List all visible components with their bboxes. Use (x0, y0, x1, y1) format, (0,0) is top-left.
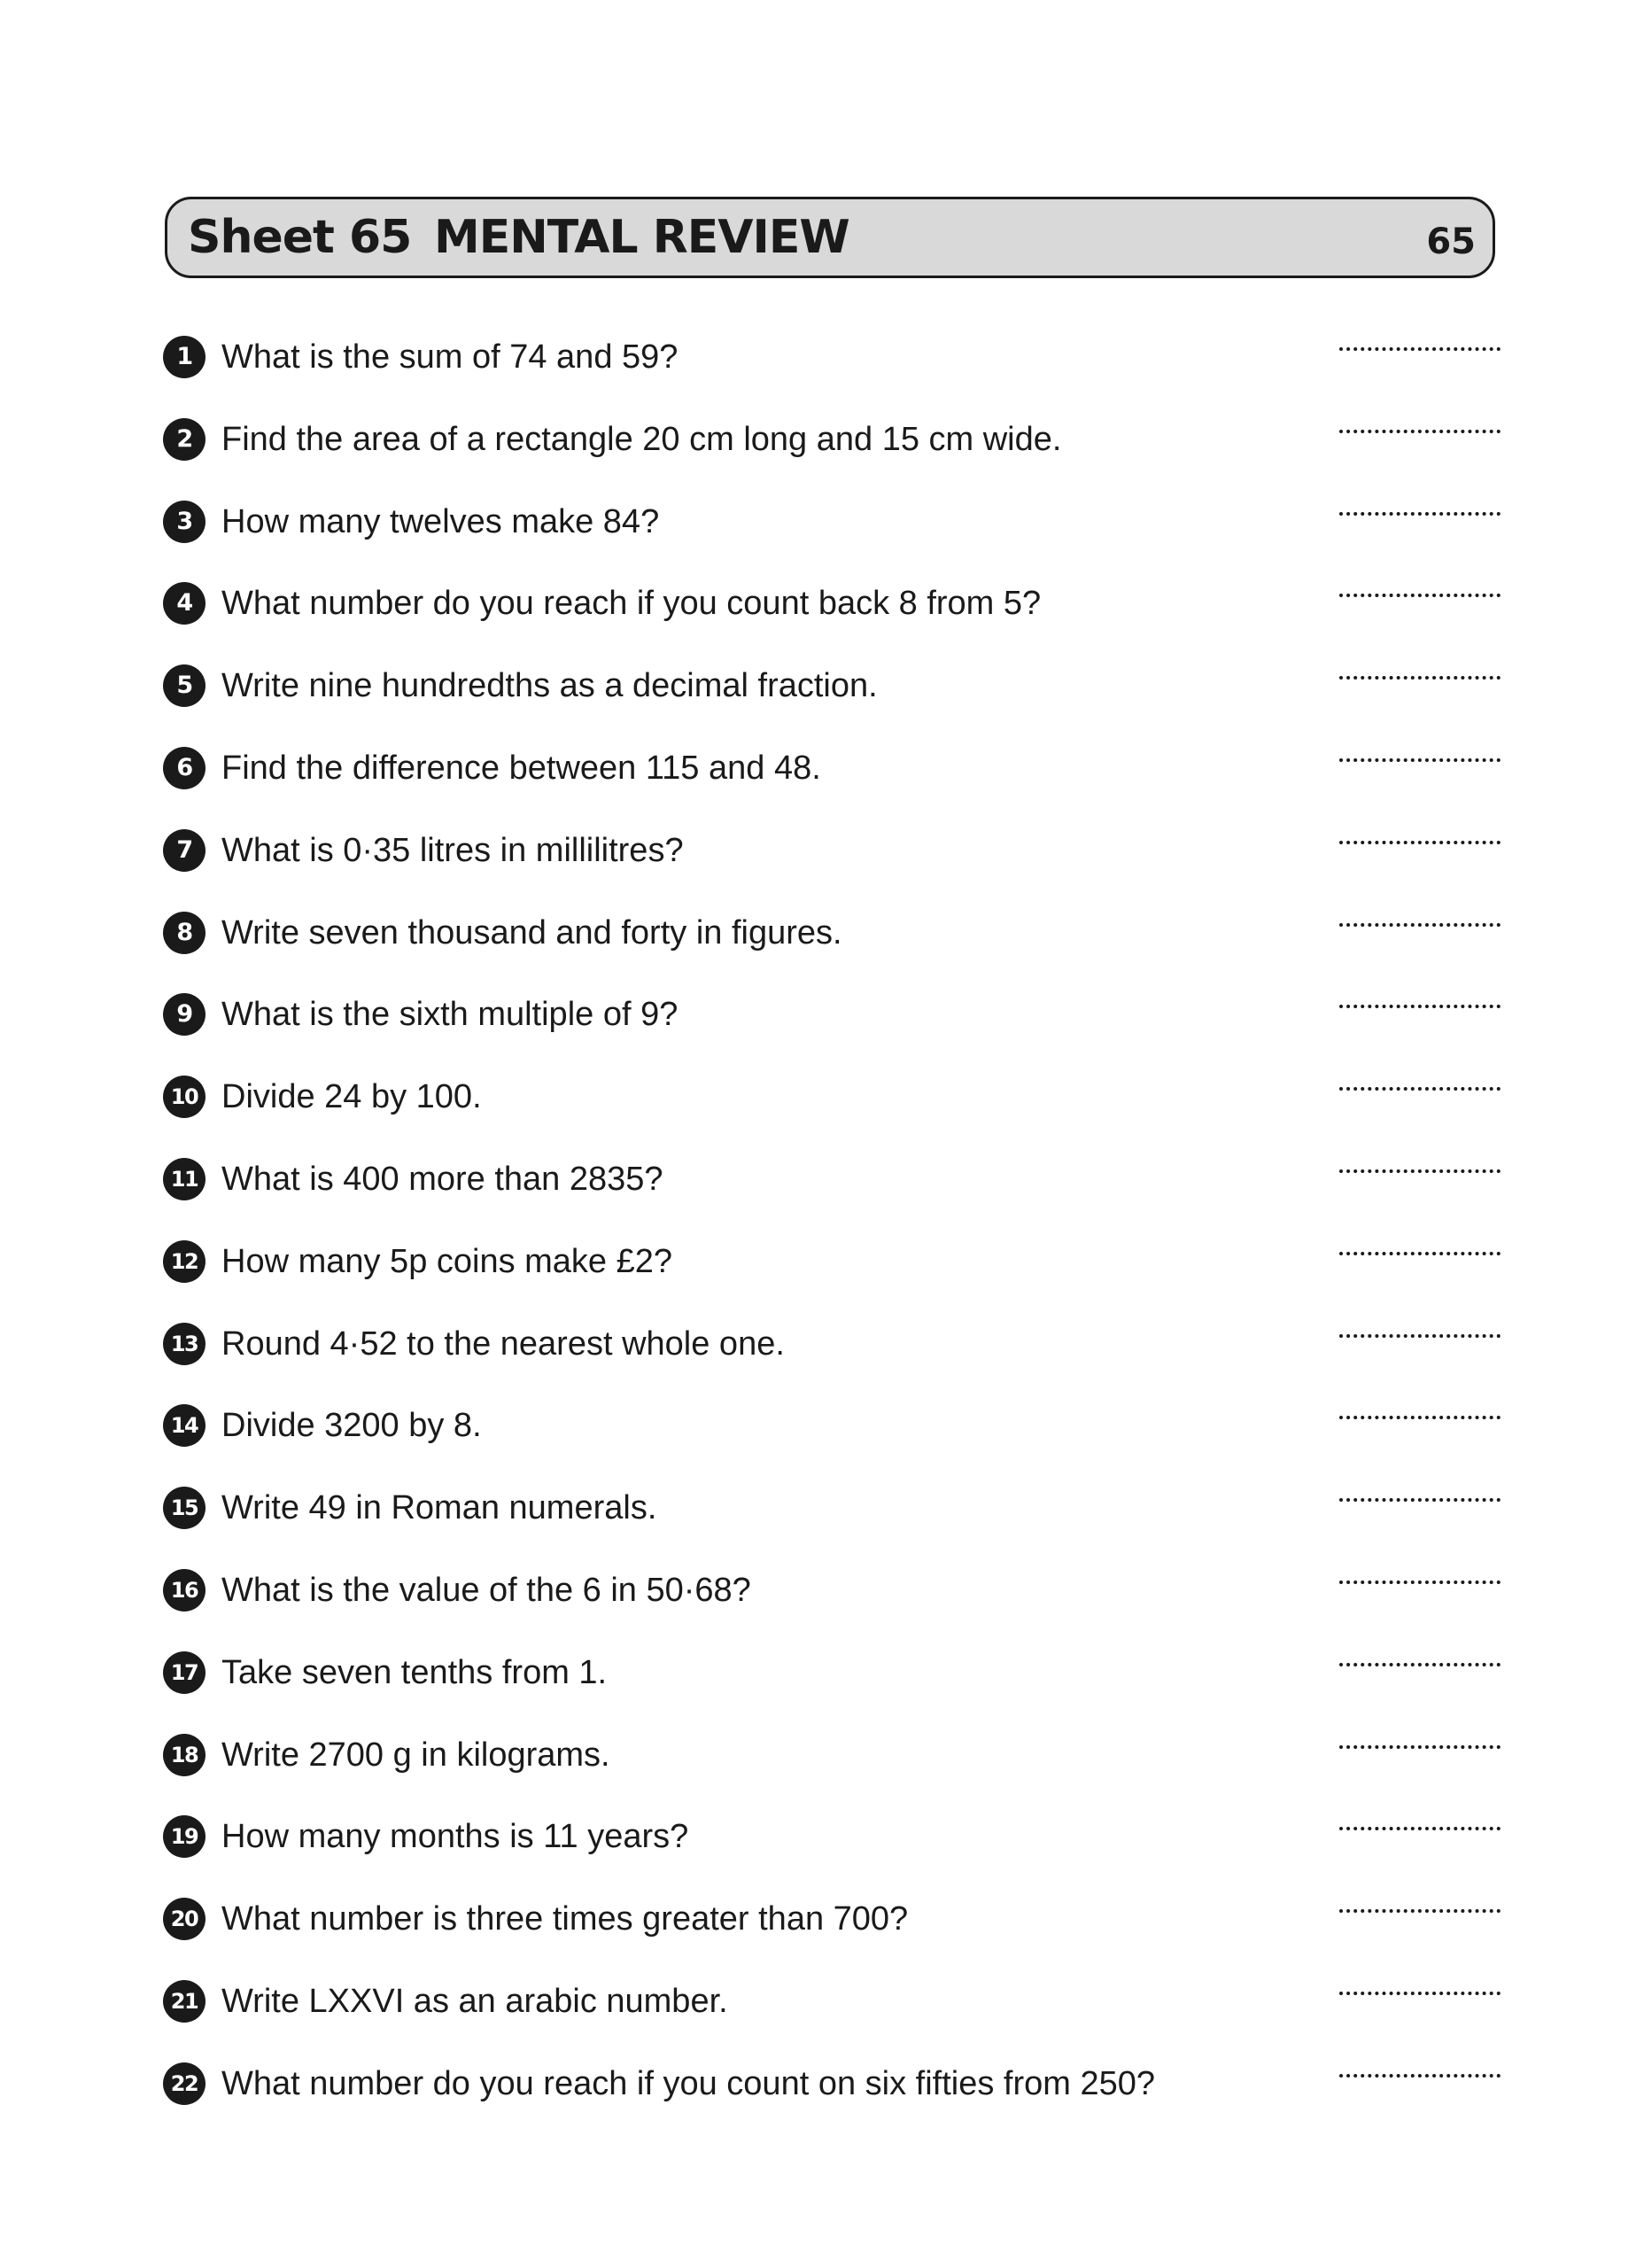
question-number-badge: 2 (163, 418, 206, 461)
question-number-badge: 12 (163, 1240, 206, 1283)
page-number: 65 (1426, 221, 1476, 262)
question-number-badge: 10 (163, 1076, 206, 1118)
answer-line[interactable] (1339, 512, 1501, 517)
answer-line[interactable] (1339, 430, 1501, 435)
question-list (163, 331, 1501, 2140)
question-row (163, 1482, 1501, 1565)
question-row (163, 1729, 1501, 1812)
question-number-badge: 3 (163, 501, 206, 543)
question-row (163, 414, 1501, 496)
question-row (163, 742, 1501, 825)
question-text: Write LXXVI as an arabic number. (221, 1982, 728, 2020)
question-number-badge: 18 (163, 1734, 206, 1776)
question-number-badge: 16 (163, 1569, 206, 1612)
question-text: How many months is 11 years? (221, 1818, 689, 1856)
question-text: What number is three times greater than 700? (221, 1900, 909, 1938)
question-text: What is the value of the 6 in 50·68? (221, 1571, 751, 1609)
question-number-badge: 8 (163, 912, 206, 954)
question-text: Divide 24 by 100. (221, 1078, 482, 1116)
question-text: How many twelves make 84? (221, 502, 660, 540)
question-number-badge: 1 (163, 336, 206, 378)
question-row (163, 1811, 1501, 1893)
question-row (163, 331, 1501, 414)
question-number-badge: 15 (163, 1487, 206, 1529)
answer-line[interactable] (1339, 347, 1501, 353)
answer-line[interactable] (1339, 1087, 1501, 1092)
question-text: Find the area of a rectangle 20 cm long and 15 cm wide. (221, 420, 1062, 458)
question-text: What is the sixth multiple of 9? (221, 996, 679, 1034)
question-row (163, 1236, 1501, 1318)
answer-line[interactable] (1339, 1827, 1501, 1832)
question-text: What number do you reach if you count on six fifties from 250? (221, 2064, 1155, 2102)
question-number-badge: 14 (163, 1404, 206, 1447)
answer-line[interactable] (1339, 841, 1501, 846)
answer-line[interactable] (1339, 594, 1501, 599)
answer-line[interactable] (1339, 758, 1501, 764)
question-row (163, 496, 1501, 579)
question-number-badge: 21 (163, 1980, 206, 2023)
answer-line[interactable] (1339, 1992, 1501, 1997)
question-row (163, 1153, 1501, 1236)
question-text: What is 400 more than 2835? (221, 1160, 663, 1198)
answer-line[interactable] (1339, 1745, 1501, 1751)
question-row (163, 1318, 1501, 1401)
answer-line[interactable] (1339, 1252, 1501, 1257)
question-row (163, 1893, 1501, 1976)
question-row (163, 578, 1501, 660)
answer-line[interactable] (1339, 1663, 1501, 1668)
question-text: Divide 3200 by 8. (221, 1407, 482, 1445)
question-row (163, 1647, 1501, 1729)
question-row (163, 660, 1501, 742)
answer-line[interactable] (1339, 1334, 1501, 1340)
question-text: Write nine hundredths as a decimal fraction. (221, 667, 878, 705)
answer-line[interactable] (1339, 1581, 1501, 1586)
question-row (163, 1976, 1501, 2058)
answer-line[interactable] (1339, 2074, 1501, 2079)
question-row (163, 1400, 1501, 1482)
question-number-badge: 7 (163, 829, 206, 872)
sheet-label: Sheet 65 (188, 211, 412, 264)
answer-line[interactable] (1339, 1005, 1501, 1010)
question-number-badge: 11 (163, 1158, 206, 1200)
answer-line[interactable] (1339, 676, 1501, 681)
question-row (163, 825, 1501, 907)
question-row (163, 1565, 1501, 1647)
question-number-badge: 22 (163, 2062, 206, 2105)
answer-line[interactable] (1339, 1498, 1501, 1503)
question-number-badge: 17 (163, 1651, 206, 1694)
question-number-badge: 9 (163, 993, 206, 1036)
question-text: How many 5p coins make £2? (221, 1242, 673, 1280)
question-text: Take seven tenths from 1. (221, 1653, 608, 1691)
question-row (163, 2058, 1501, 2140)
question-text: Write seven thousand and forty in figures. (221, 913, 842, 951)
question-number-badge: 19 (163, 1815, 206, 1858)
answer-line[interactable] (1339, 1169, 1501, 1175)
question-text: Round 4·52 to the nearest whole one. (221, 1324, 785, 1363)
question-row (163, 907, 1501, 990)
question-text: Write 2700 g in kilograms. (221, 1736, 610, 1774)
question-text: Find the difference between 115 and 48. (221, 749, 821, 787)
question-row (163, 1071, 1501, 1153)
question-number-badge: 5 (163, 664, 206, 707)
question-number-badge: 6 (163, 747, 206, 789)
question-row (163, 989, 1501, 1071)
question-text: What number do you reach if you count back 8 from 5? (221, 585, 1042, 623)
question-text: What is the sum of 74 and 59? (221, 338, 679, 376)
question-text: What is 0·35 litres in millilitres? (221, 831, 684, 869)
page-title: MENTAL REVIEW (434, 211, 849, 264)
question-number-badge: 13 (163, 1323, 206, 1365)
question-number-badge: 4 (163, 582, 206, 625)
answer-line[interactable] (1339, 923, 1501, 928)
question-number-badge: 20 (163, 1898, 206, 1940)
answer-line[interactable] (1339, 1909, 1501, 1915)
answer-line[interactable] (1339, 1416, 1501, 1421)
question-text: Write 49 in Roman numerals. (221, 1489, 657, 1527)
